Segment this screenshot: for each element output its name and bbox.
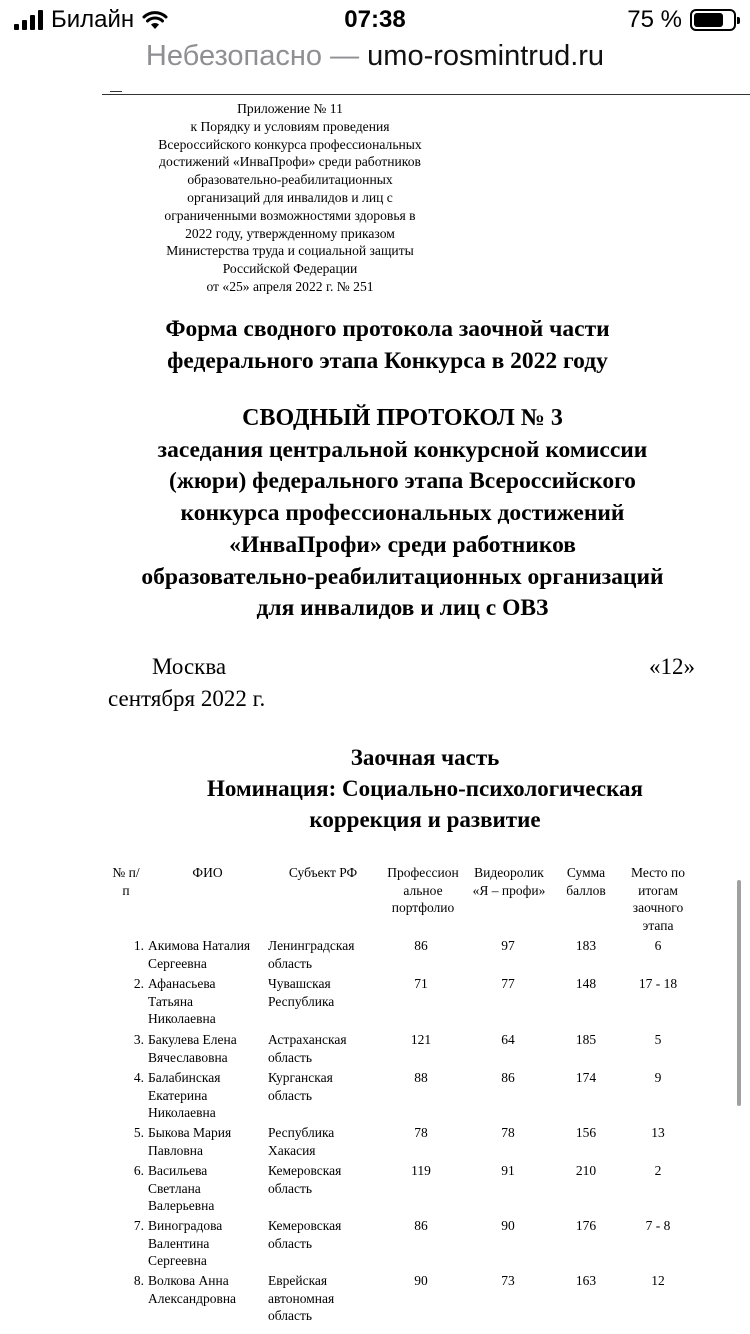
cell-region [268,1031,378,1066]
protocol-line: для инвалидов и лиц с ОВЗ [256,595,549,622]
cell-text: Еврейская [268,1273,328,1288]
cell-portfolio: 121 [410,1032,432,1047]
cell-portfolio: 90 [414,1273,428,1288]
cell-video: 78 [501,1125,515,1140]
header-text: «Я – профи» [472,882,546,898]
appendix-line: Министерства труда и социальной защиты [166,243,414,259]
cell-text: область [268,1049,313,1065]
header-fio [150,864,265,882]
vertical-scrollbar[interactable] [737,880,741,1106]
address-bar[interactable] [0,40,750,73]
cell-sum: 163 [575,1273,597,1288]
cell-sum: 156 [575,1125,597,1140]
header-text: итогам [638,882,678,898]
cell-text: Сергеевна [148,955,207,971]
cellular-signal-icon [14,10,43,30]
header-number [104,864,148,899]
cell-portfolio: 71 [414,976,428,991]
cell-region [268,937,378,972]
appendix-line: организаций для инвалидов и лиц с [187,189,393,205]
cell-portfolio: 86 [414,938,428,953]
cell-place: 6 [654,938,662,953]
date-day: «12» [649,654,695,679]
header-text: Профессион [387,865,459,880]
cell-sum: 174 [575,1070,597,1085]
cell-text: Ленинградская [268,938,355,953]
appendix-line: к Порядку и условиям проведения [190,118,390,134]
appendix-line: Приложение № 11 [237,101,343,116]
battery-icon [690,9,736,31]
nomination-line: коррекция и развитие [309,807,541,832]
cell-fio [148,1069,266,1122]
cell-text: область [268,1308,313,1324]
header-text: альное [403,882,443,898]
protocol-heading [100,403,705,625]
cell-number: 7. [133,1218,144,1233]
cell-region [268,1217,378,1252]
form-title-line: Форма сводного протокола заочной части [165,316,610,342]
cell-text: Курганская [268,1070,333,1085]
cell-text: область [268,1180,313,1196]
form-title-line: федерального этапа Конкурса в 2022 году [167,348,608,374]
cell-text: Екатерина [148,1087,208,1103]
form-title [100,313,675,377]
cell-portfolio: 119 [411,1163,431,1178]
status-right [627,6,736,34]
cell-place: 17 - 18 [638,976,678,991]
appendix-line: ограниченными возможностями здоровья в [164,207,416,223]
cell-text: Кемеровская [268,1218,342,1233]
url-separator: — [330,40,360,72]
cell-text: Балабинская [148,1070,221,1085]
header-text: баллов [566,882,606,898]
appendix-line: от «25» апреля 2022 г. № 251 [206,278,374,294]
nomination-line: Номинация: Социально-психологическая [207,776,643,801]
cell-text: Хакасия [268,1142,316,1158]
page-top-divider [102,94,750,95]
cell-number: 2. [133,976,144,991]
cell-video: 86 [501,1070,515,1085]
battery-tip [737,17,740,24]
cell-text: Павловна [148,1142,204,1158]
status-left [14,6,168,34]
cell-sum: 183 [575,938,597,953]
cell-place: 13 [651,1125,665,1140]
cell-text: Светлана [148,1180,201,1196]
cell-text: Республика [268,1125,335,1140]
header-text: Субъект РФ [288,865,358,880]
protocol-line: (жюри) федерального этапа Всероссийского [169,468,636,495]
header-region [268,864,378,882]
header-text: Видеоролик [474,865,544,880]
appendix-line: достижений «ИнваПрофи» среди работников [159,154,421,170]
cell-portfolio: 86 [414,1218,428,1233]
cell-text: Валентина [148,1235,210,1251]
cell-video: 64 [501,1032,515,1047]
cell-text: Николаевна [148,1105,216,1121]
cell-video: 90 [501,1218,515,1233]
cell-fio [148,1124,266,1159]
header-text: № п/ [112,865,140,880]
wifi-icon [142,10,168,30]
cell-fio [148,937,266,972]
appendix-note [110,100,470,296]
cell-text: автономная [268,1290,335,1306]
cell-fio [148,1031,266,1066]
carrier-name: Билайн [51,6,135,33]
url-domain: umo-rosmintrud.ru [367,40,605,72]
cell-text: Кемеровская [268,1163,342,1178]
header-text: этапа [642,917,674,933]
cell-video: 91 [501,1163,515,1178]
city: Москва [152,654,227,679]
header-text: Место по [631,865,685,880]
cell-text: Волкова Анна [148,1273,229,1288]
cell-number: 5. [133,1125,144,1140]
cell-number: 1. [133,938,144,953]
cell-portfolio: 88 [414,1070,428,1085]
header-text: заочного [632,900,684,916]
page-dash-mark [110,91,122,92]
protocol-title: СВОДНЫЙ ПРОТОКОЛ № 3 [242,405,563,431]
cell-number: 4. [133,1070,144,1085]
cell-text: Васильева [148,1163,208,1178]
cell-number: 6. [133,1163,144,1178]
cell-portfolio: 78 [414,1125,428,1140]
part-title: Заочная часть [350,745,500,770]
cell-place: 12 [651,1273,665,1288]
header-video [464,864,554,899]
cell-text: область [268,955,313,971]
security-label: Небезопасно [145,40,323,72]
cell-fio [148,1162,266,1215]
header-sum [552,864,620,899]
cell-text: Астраханская [268,1032,347,1047]
cell-text: Акимова Наталия [148,938,251,953]
cell-text: Виноградова [148,1218,223,1233]
appendix-line: 2022 году, утвержденному приказом [185,225,395,241]
cell-region [268,1162,378,1197]
header-text: Сумма [566,865,606,880]
cell-place: 7 - 8 [645,1218,671,1233]
cell-text: Бакулева Елена [148,1032,237,1047]
cell-video: 77 [501,976,515,991]
appendix-line: Всероссийского конкурса профессиональных [158,136,422,152]
cell-region [268,975,378,1010]
cell-sum: 148 [575,976,597,991]
protocol-line: «ИнваПрофи» среди работников [229,531,576,558]
clock: 07:38 [344,6,406,33]
protocol-line: заседания центральной конкурсной комиссии [157,436,648,463]
cell-fio [148,1217,266,1270]
cell-text: Быкова Мария [148,1125,232,1140]
cell-text: Сергеевна [148,1253,207,1269]
cell-text: область [268,1235,313,1251]
cell-fio [148,1272,266,1307]
cell-number: 8. [133,1273,144,1288]
cell-text: Татьяна [148,993,194,1009]
cell-place: 2 [654,1163,662,1178]
cell-text: область [268,1087,313,1103]
appendix-line: образовательно-реабилитационных [187,172,393,188]
cell-region [268,1069,378,1104]
appendix-line: Российской Федерации [222,261,358,277]
cell-text: Республика [268,993,335,1009]
cell-text: Вячеславовна [148,1049,228,1065]
battery-fill [694,13,723,27]
cell-text: Афанасьева [148,976,216,991]
cell-region [268,1124,378,1159]
cell-number: 3. [133,1032,144,1047]
battery-percent: 75 % [627,6,682,33]
date-month-year: сентября 2022 г. [108,686,266,711]
header-place [622,864,694,934]
cell-sum: 185 [575,1032,597,1047]
protocol-line: образовательно-реабилитационных организаций [141,563,664,590]
header-portfolio [381,864,465,917]
cell-text: Чувашская [268,976,331,991]
cell-place: 9 [654,1070,662,1085]
cell-video: 97 [501,938,515,953]
section-heading [120,742,730,835]
header-text: ФИО [192,865,223,880]
cell-text: Александровна [148,1290,237,1306]
cell-sum: 210 [575,1163,597,1178]
header-text: п [122,882,130,898]
cell-fio [148,975,266,1028]
cell-text: Валерьевна [148,1198,215,1214]
status-bar [0,0,750,42]
cell-text: Николаевна [148,1011,216,1027]
header-text: портфолио [391,900,455,916]
cell-video: 73 [501,1273,515,1288]
cell-region [268,1272,378,1325]
cell-place: 5 [654,1032,662,1047]
protocol-line: конкурса профессиональных достижений [180,500,625,527]
cell-sum: 176 [575,1218,597,1233]
